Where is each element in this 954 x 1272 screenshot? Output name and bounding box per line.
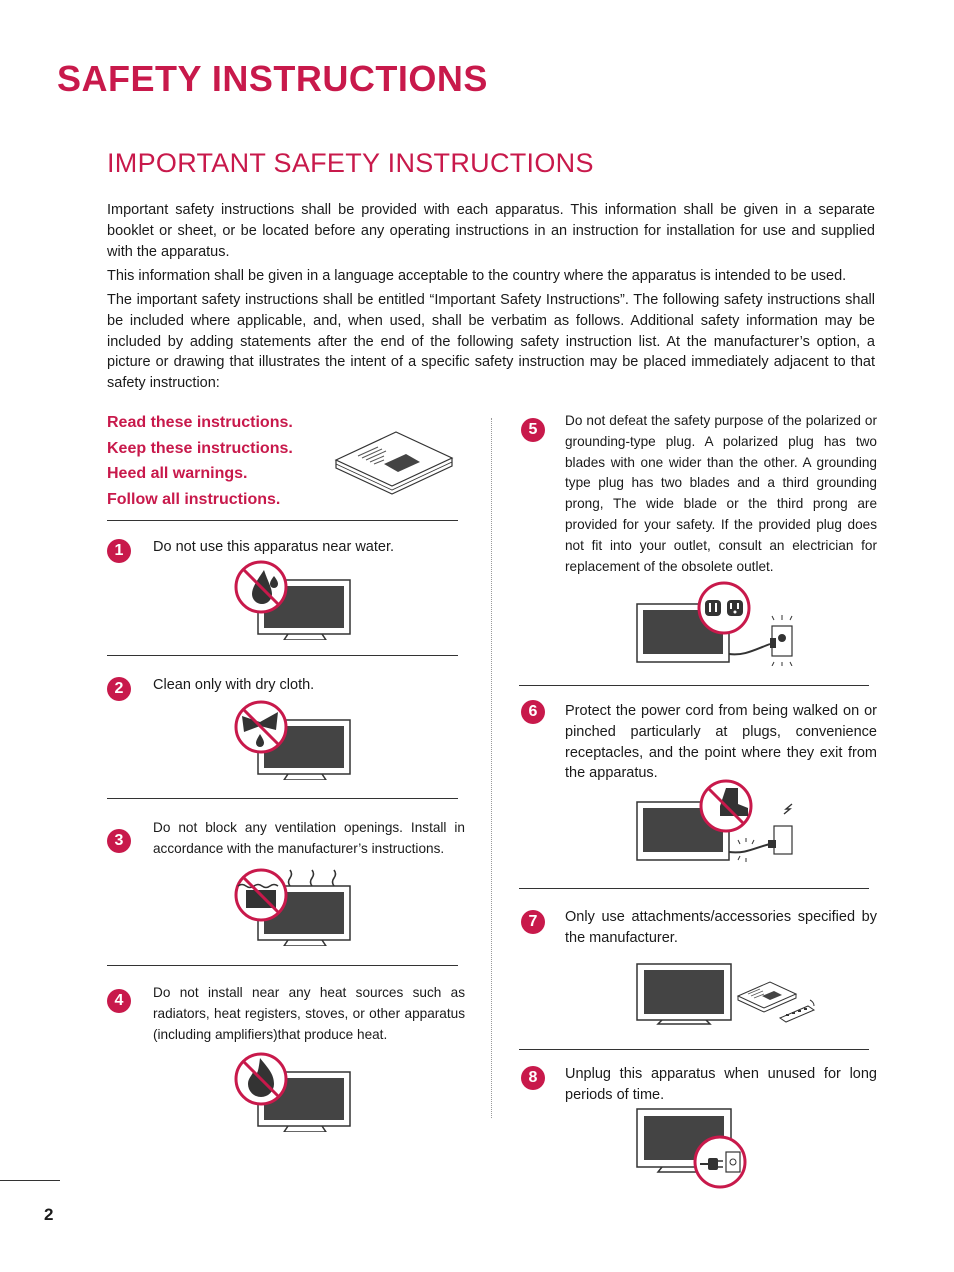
reminder-heed: Heed all warnings.	[107, 465, 248, 483]
divider	[519, 685, 869, 686]
divider	[107, 520, 458, 521]
divider	[519, 1049, 869, 1050]
section-title: IMPORTANT SAFETY INSTRUCTIONS	[107, 148, 594, 178]
item-text-5: Do not defeat the safety purpose of the polarized or grounding-type plug. A polarized plug has two blades with one wider than the other. A grounding type plug has two blades and a third grounding prong, The wide blade or the third prong are provided for your safety. If the provided plug does not fit into your outlet, consult an electrician for replacement of the obsolete outlet.	[565, 413, 877, 574]
item-text-2: Clean only with dry cloth.	[153, 677, 315, 693]
polarized-plug-tv-icon	[634, 580, 804, 666]
item-text-3: Do not block any ventilation openings. Install in accordance with the manufacturer’s instructions.	[153, 820, 465, 856]
no-water-tv-icon	[234, 560, 352, 640]
item-number-4: 4	[107, 989, 131, 1013]
item-number-8: 8	[521, 1066, 545, 1090]
footer-rule	[0, 1180, 60, 1181]
divider	[519, 888, 869, 889]
item-text-8: Unplug this apparatus when unused for long periods of time.	[565, 1066, 877, 1103]
item-text-7: Only use attachments/accessories specified by the manufacturer.	[565, 909, 877, 946]
unplug-tv-icon	[634, 1106, 754, 1190]
reminder-keep: Keep these instructions.	[107, 439, 293, 457]
reminder-read: Read these instructions.	[107, 414, 293, 431]
no-heat-tv-icon	[234, 1052, 352, 1132]
item-text-1: Do not use this apparatus near water.	[153, 539, 395, 555]
reminder-follow: Follow all instructions.	[107, 490, 281, 508]
intro-paragraph-3: The important safety instructions shall be entitled “Important Safety Instructions”. The following safety instructions shall be included where applicable, and, when used, shall be verbatim as follows. Additional safety information may be included by adding statements after the end of the following safety instruction list. At the manufacturer’s option, a picture or drawing that illustrates the intent of a specific safety instruction may be placed immediately adjacent to that safety instruction:	[107, 292, 875, 392]
item-number-7: 7	[521, 910, 545, 934]
column-separator	[491, 418, 492, 1118]
item-number-1: 1	[107, 539, 131, 563]
item-text-4: Do not install near any heat sources such as radiators, heat registers, stoves, or other apparatus (including amplifiers)that produce heat.	[153, 985, 465, 1042]
power-cord-tv-icon	[634, 778, 804, 864]
item-number-2: 2	[107, 677, 131, 701]
item-text-6: Protect the power cord from being walked on or pinched particularly at plugs, convenience receptacles, and the point where they exit from the apparatus.	[565, 703, 877, 782]
accessories-tv-icon	[634, 962, 820, 1026]
item-number-6: 6	[521, 700, 545, 724]
ventilation-tv-icon	[234, 866, 352, 946]
reminders-list	[107, 410, 293, 512]
intro-paragraph-2: This information shall be given in a language acceptable to the country where the apparatus is intended to be used.	[107, 268, 847, 284]
item-number-5: 5	[521, 418, 545, 442]
page-number: 2	[44, 1205, 54, 1224]
divider	[107, 655, 458, 656]
page-title: SAFETY INSTRUCTIONS	[57, 58, 488, 99]
divider	[107, 798, 458, 799]
item-number-3: 3	[107, 829, 131, 853]
instruction-booklet-icon	[332, 420, 456, 502]
intro-paragraph-1: Important safety instructions shall be provided with each apparatus. This information shall be given in a separate booklet or sheet, or be located before any operating instructions in an instruction for installation for use and supplied with the apparatus.	[107, 202, 875, 260]
dry-cloth-tv-icon	[234, 700, 352, 780]
divider	[107, 965, 458, 966]
